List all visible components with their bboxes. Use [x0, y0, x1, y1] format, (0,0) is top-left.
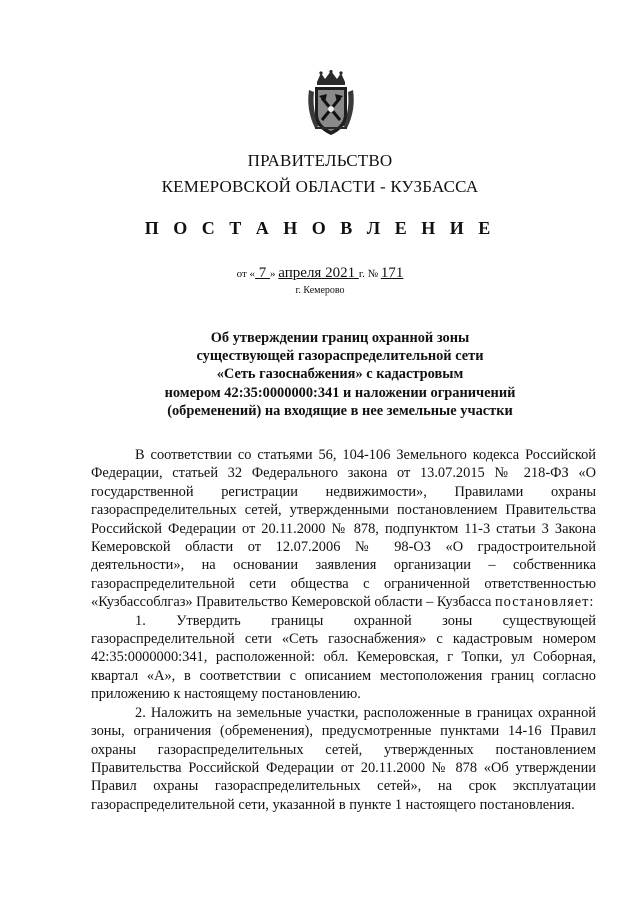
subject-line: «Сеть газоснабжения» с кадастровым — [216, 366, 464, 383]
date-year-suffix: г. — [358, 268, 365, 280]
date-mid: » — [270, 268, 279, 280]
subject-line: номером 42:35:0000000:341 и наложении ограничений — [164, 384, 516, 401]
item-1-paragraph: 1. Утвердить границы охранной зоны существующей газораспределительной сети «Сеть газоснабжения» с кадастровым номером 42:35:0000000:341, расположенной: обл. Кемеровская, г Топки, ул Соборная, квартал «А», в соответствии с описанием местоположения границ согласно приложению к настоящему постановлению. — [91, 612, 596, 703]
item-2-paragraph: 2. Наложить на земельные участки, расположенные в границах охранной зоны, ограничения (обременения), предусмотренные пунктами 14-16 Правил охраны газораспределительных сетей, утвержденных постановлением Правительства Российской Федерации от 20.11.2000 № 878 «Об утверждении Правил охраны газораспределительных сетей», на срок эксплуатации газораспределительной сети, указанной в пункте 1 настоящего постановления. — [91, 704, 596, 813]
subject-line: (обременений) на входящие в нее земельные участки — [167, 402, 513, 419]
preamble-paragraph — [91, 446, 596, 612]
document-number: 171 — [380, 265, 404, 281]
document-subject — [130, 329, 550, 420]
preamble-text: В соответствии со статьями 56, 104-106 Земельного кодекса Российской Федерации, статьей 32 Федерального закона от 13.07.2015 № 218-ФЗ «О государственной регистрации недвижимости», Правилами охраны газораспределительных сетей, утвержденными постановлением Правительства Российской Федерации от 20.11.2000 № 878, подпунктом 11-3 статьи 3 Закона Кемеровской области от 12.07.2006 № 98-ОЗ «О градостроительной деятельности», на основании заявления организации – собственника газораспределительной сети общества с ограниченной ответственностью «Кузбассоблгаз» Правительство Кемеровской области – Кузбасса — [91, 447, 596, 611]
coat-of-arms-icon — [305, 70, 357, 138]
document-type-heading: П О С Т А Н О В Л Е Н И Е — [144, 218, 496, 238]
number-label: № — [364, 268, 381, 280]
document-body — [91, 446, 596, 814]
government-title-line1: ПРАВИТЕЛЬСТВО — [247, 151, 393, 170]
date-month-year: апреля 2021 — [278, 265, 359, 281]
resolves-word: постановляет: — [494, 594, 595, 611]
subject-line: существующей газораспределительной сети — [196, 348, 484, 365]
government-title-line2: КЕМЕРОВСКОЙ ОБЛАСТИ - КУЗБАССА — [161, 177, 479, 196]
date-day: 7 — [255, 265, 271, 281]
date-prefix: от « — [236, 268, 256, 280]
subject-line: Об утверждении границ охранной зоны — [210, 330, 470, 346]
date-line — [0, 265, 640, 282]
city-line: г. Кемерово — [295, 285, 345, 296]
